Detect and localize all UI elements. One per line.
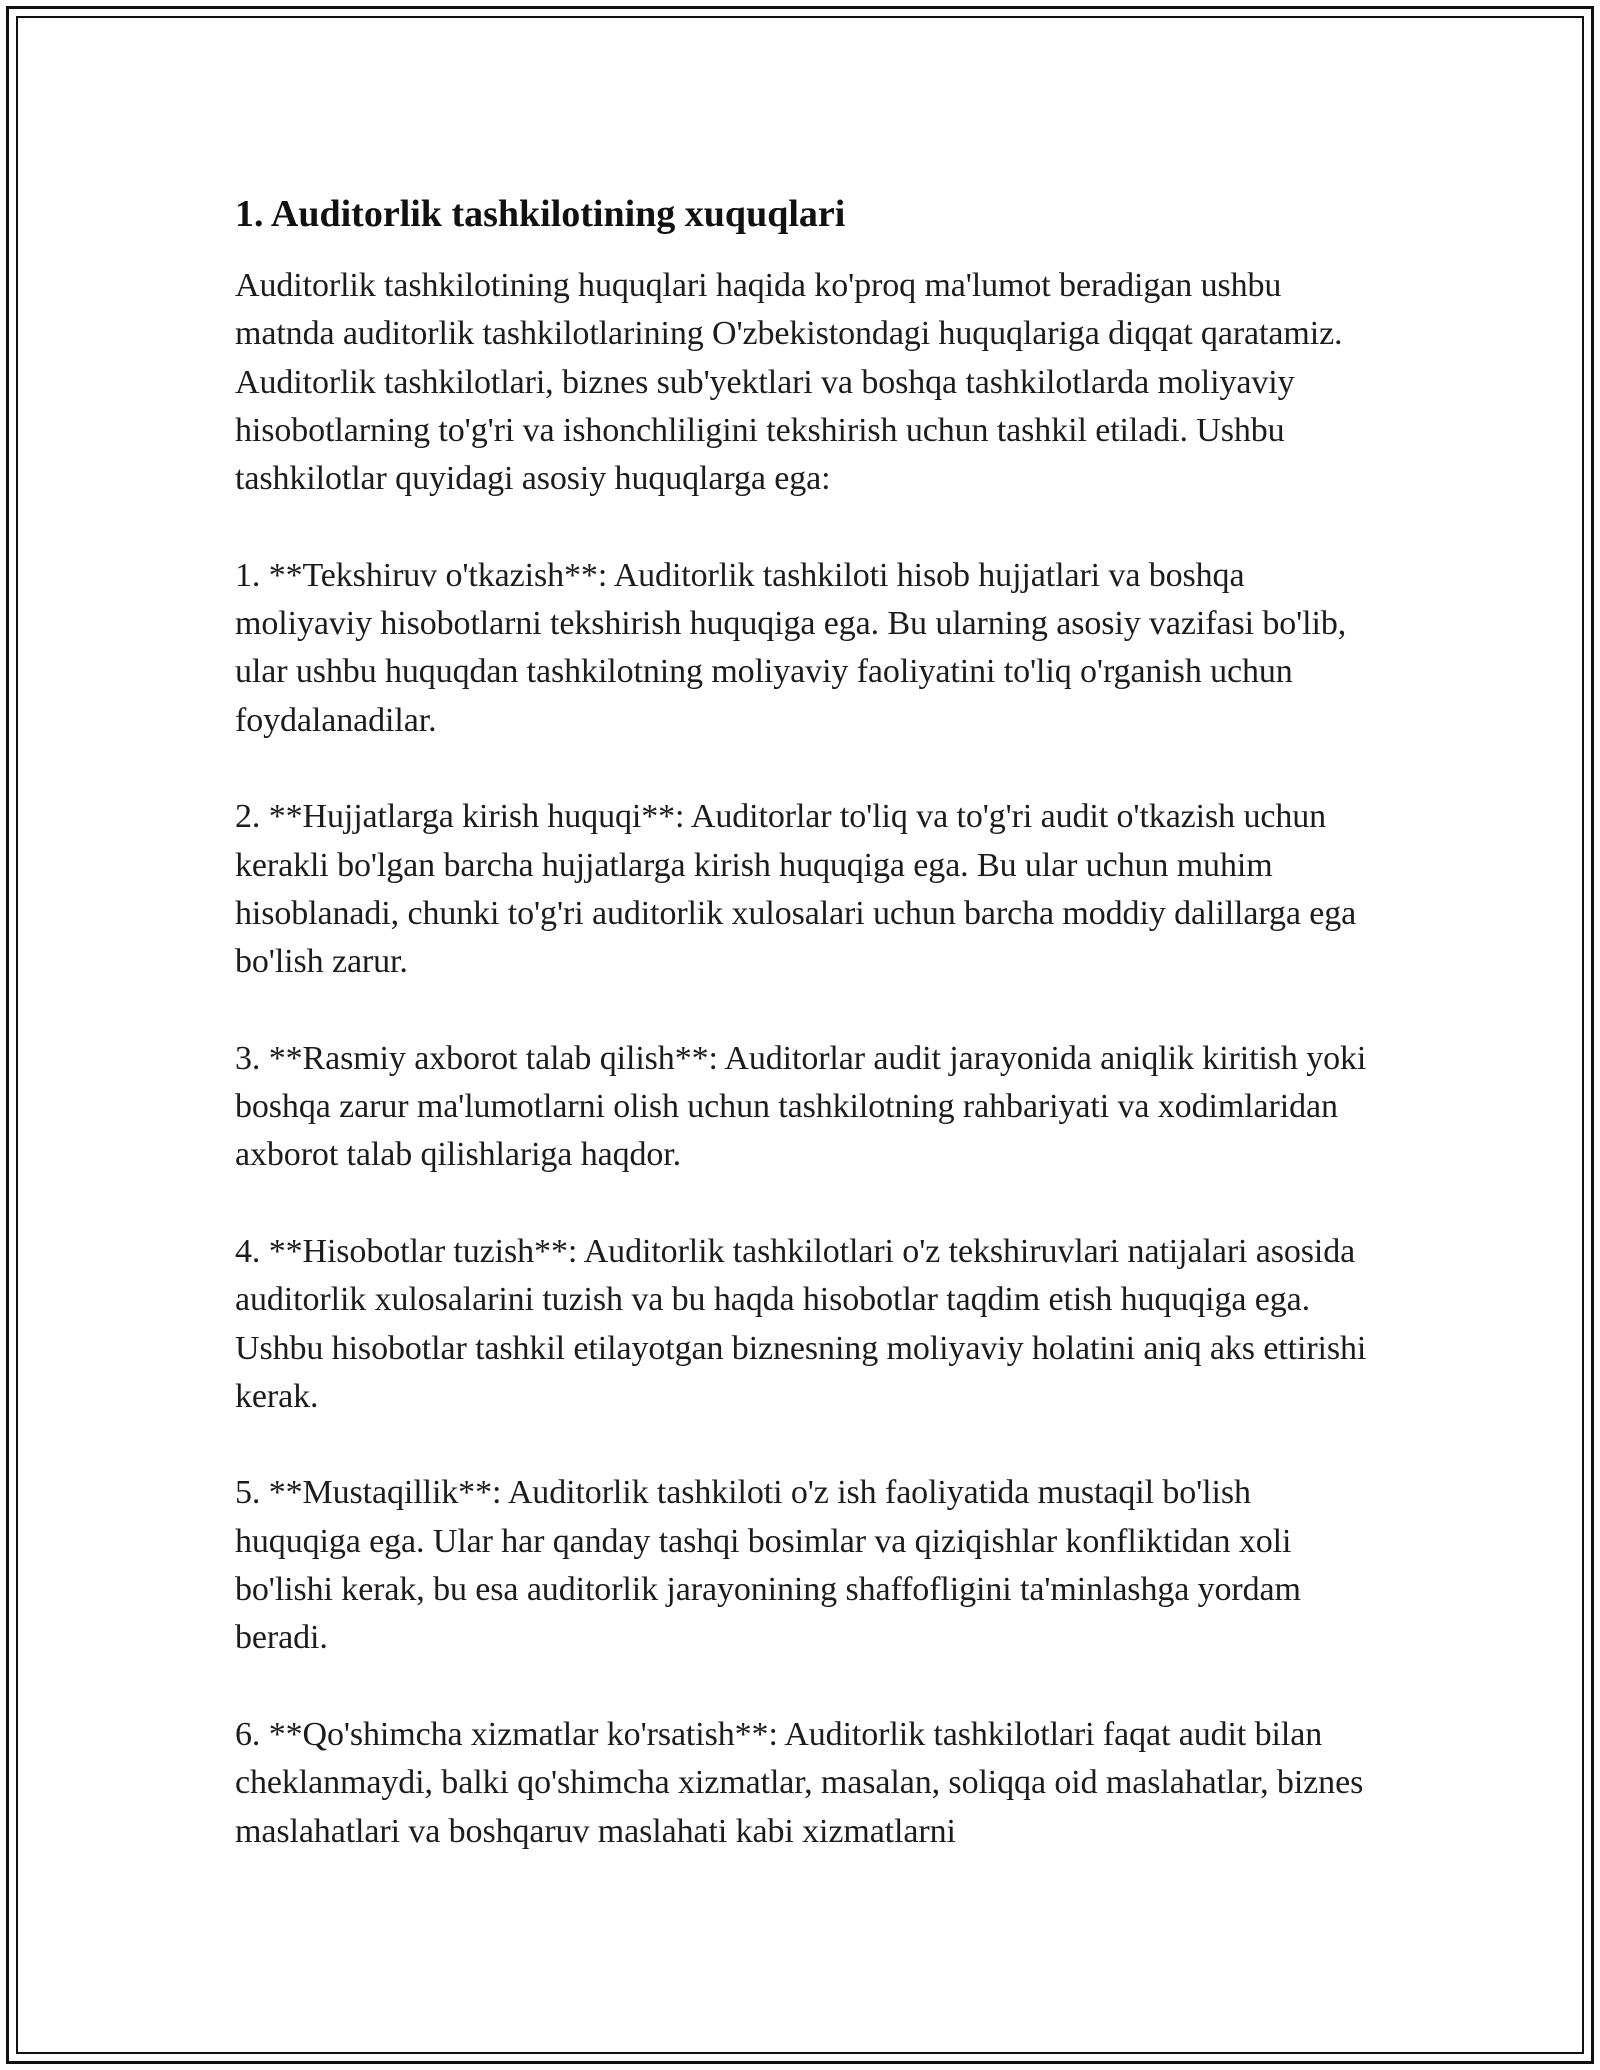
list-item-document-access: 2. **Hujjatlarga kirish huquqi**: Auditorlar to'liq va to'g'ri audit o'tkazish uchun kerakli bo'lgan barcha hujjatlarga kirish huquqiga ega. Bu ular uchun muhim hisoblanadi, chunki to'g'ri auditorlik xulosalari uchun barcha moddiy dalillarga ega bo'lish zarur. (235, 798, 1357, 981)
section-heading: 1. Auditorlik tashkilotining xuquqlari (235, 193, 846, 235)
list-item-inspection: 1. **Tekshiruv o'tkazish**: Auditorlik tashkiloti hisob hujjatlari va boshqa moliyaviy hisobotlarni tekshirish huquqiga ega. Bu ularning asosiy vazifasi bo'lib, ular ushbu huquqdan tashkilotning moliyaviy faoliyatini to'liq o'rganish uchun foydalanadilar. (235, 556, 1347, 739)
intro-paragraph: Auditorlik tashkilotining huquqlari haqida ko'proq ma'lumot beradigan ushbu matnda auditorlik tashkilotlarining O'zbekistondagi huquqlariga diqqat qaratamiz. Auditorlik tashkilotlari, biznes sub'yektlari va boshqa tashkilotlarda moliyaviy hisobotlarning to'g'ri va ishonchliligini tekshirish uchun tashkil etiladi. Ushbu tashkilotlar quyidagi asosiy huquqlarga ega: (235, 267, 1343, 498)
list-item-additional-services: 6. **Qo'shimcha xizmatlar ko'rsatish**: Auditorlik tashkilotlari faqat audit bilan cheklanmaydi, balki qo'shimcha xizmatlar, masalan, soliqqa oid maslahatlar, biznes maslahatlari va boshqaruv maslahati kabi xizmatlarni (235, 1715, 1364, 1850)
list-item-independence: 5. **Mustaqillik**: Auditorlik tashkiloti o'z ish faoliyatida mustaqil bo'lish huquqiga ega. Ular har qanday tashqi bosimlar va qiziqishlar konfliktidan xoli bo'lishi kerak, bu esa auditorlik jarayonining shaffofligini ta'minlashga yordam beradi. (235, 1474, 1301, 1657)
list-item-information-request: 3. **Rasmiy axborot talab qilish**: Auditorlar audit jarayonida aniqlik kiritish yoki boshqa zarur ma'lumotlarni olish uchun tashkilotning rahbariyati va xodimlaridan axborot talab qilishlariga haqdor. (235, 1039, 1367, 1174)
list-item-reporting: 4. **Hisobotlar tuzish**: Auditorlik tashkilotlari o'z tekshiruvlari natijalari asosida auditorlik xulosalarini tuzish va bu haqda hisobotlar taqdim etish huquqiga ega. Ushbu hisobotlar tashkil etilayotgan biznesning moliyaviy holatini aniq aks ettirishi kerak. (235, 1232, 1367, 1415)
document-body (235, 190, 1385, 1904)
